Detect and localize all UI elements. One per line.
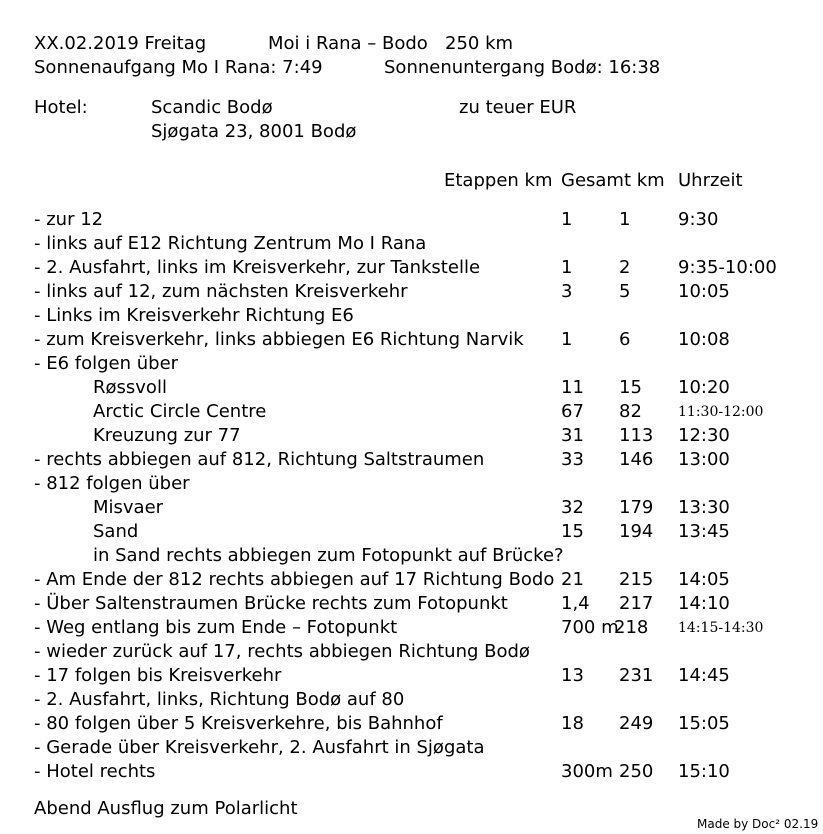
etappe-km: 67 — [561, 401, 584, 422]
gesamt-km: 15 — [619, 377, 642, 398]
gesamt-km: 231 — [619, 665, 654, 686]
route-row — [0, 425, 823, 449]
route-row — [0, 545, 823, 569]
route-row — [0, 641, 823, 665]
route-row — [0, 521, 823, 545]
route-row — [0, 569, 823, 593]
uhrzeit: 14:45 — [678, 665, 730, 686]
route-step-text: Sand — [93, 521, 139, 542]
route-step-text: Misvaer — [93, 497, 164, 518]
uhrzeit: 10:05 — [678, 281, 730, 302]
route-step-text: - rechts abbiegen auf 812, Richtung Saltstraumen — [34, 449, 485, 470]
route-step-text: - links auf E12 Richtung Zentrum Mo I Rana — [34, 233, 427, 254]
uhrzeit: 12:30 — [678, 425, 730, 446]
hotel-address: Sjøgata 23, 8001 Bodø — [151, 121, 357, 142]
etappe-km: 3 — [561, 281, 573, 302]
uhrzeit: 13:45 — [678, 521, 730, 542]
route-row — [0, 209, 823, 233]
uhrzeit: 11:30-12:00 — [678, 404, 764, 420]
route-row — [0, 593, 823, 617]
route-row — [0, 401, 823, 425]
gesamt-km: 6 — [619, 329, 631, 350]
uhrzeit: 10:08 — [678, 329, 730, 350]
uhrzeit: 9:35-10:00 — [678, 257, 777, 278]
route-row — [0, 449, 823, 473]
gesamt-km: 113 — [619, 425, 654, 446]
hotel-label: Hotel: — [34, 97, 88, 118]
route-step-text: - E6 folgen über — [34, 353, 179, 374]
gesamt-km: 2 — [619, 257, 631, 278]
route-step-text: - Am Ende der 812 rechts abbiegen auf 17 Richtung Bodo — [34, 569, 555, 590]
route-step-text: - Weg entlang bis zum Ende – Fotopunkt — [34, 617, 398, 638]
uhrzeit: 14:10 — [678, 593, 730, 614]
uhrzeit: 13:00 — [678, 449, 730, 470]
column-uhrzeit: Uhrzeit — [678, 170, 743, 191]
etappe-km: 1 — [561, 209, 573, 230]
gesamt-km: 215 — [619, 569, 654, 590]
route-step-text: - wieder zurück auf 17, rechts abbiegen Richtung Bodø — [34, 641, 530, 662]
etappe-km: 31 — [561, 425, 584, 446]
route-step-text: - 17 folgen bis Kreisverkehr — [34, 665, 282, 686]
route-step-text: - 80 folgen über 5 Kreisverkehre, bis Bahnhof — [34, 713, 443, 734]
column-etappen: Etappen km — [444, 170, 553, 191]
route-step-text: Kreuzung zur 77 — [93, 425, 241, 446]
evening-note: Abend Ausflug zum Polarlicht — [34, 798, 298, 819]
route-row — [0, 281, 823, 305]
hotel-price: zu teuer EUR — [459, 97, 577, 118]
etappe-km: 13 — [561, 665, 584, 686]
route-step-text: - Links im Kreisverkehr Richtung E6 — [34, 305, 354, 326]
route-step-text: - zum Kreisverkehr, links abbiegen E6 Richtung Narvik — [34, 329, 524, 350]
uhrzeit: 14:05 — [678, 569, 730, 590]
route-row — [0, 353, 823, 377]
route-row — [0, 617, 823, 641]
route-step-text: - 2. Ausfahrt, links, Richtung Bodø auf 80 — [34, 689, 405, 710]
route-row — [0, 665, 823, 689]
route-row — [0, 689, 823, 713]
etappe-km: 33 — [561, 449, 584, 470]
uhrzeit: 9:30 — [678, 209, 719, 230]
footer-credit: Made by Doc² 02.19 — [697, 817, 819, 831]
uhrzeit: 15:10 — [678, 761, 730, 782]
route-title: Moi i Rana – Bodo — [268, 33, 428, 54]
date-day: XX.02.2019 Freitag — [34, 33, 207, 54]
etappe-km: 32 — [561, 497, 584, 518]
route-step-text: - Hotel rechts — [34, 761, 156, 782]
etappe-km: 18 — [561, 713, 584, 734]
route-step-text: - Über Saltenstraumen Brücke rechts zum Fotopunkt — [34, 593, 508, 614]
gesamt-km: 82 — [619, 401, 642, 422]
route-step-text: - Gerade über Kreisverkehr, 2. Ausfahrt in Sjøgata — [34, 737, 485, 758]
etappe-km: 11 — [561, 377, 584, 398]
route-row — [0, 713, 823, 737]
uhrzeit: 15:05 — [678, 713, 730, 734]
etappe-km: 700 m — [561, 617, 619, 638]
route-step-text: in Sand rechts abbiegen zum Fotopunkt auf Brücke? — [93, 545, 564, 566]
route-row — [0, 233, 823, 257]
gesamt-km: 179 — [619, 497, 654, 518]
etappe-km: 15 — [561, 521, 584, 542]
route-row — [0, 761, 823, 785]
sunset-info: Sonnenuntergang Bodø: 16:38 — [384, 57, 661, 78]
hotel-name: Scandic Bodø — [151, 97, 273, 118]
gesamt-km: 1 — [619, 209, 631, 230]
gesamt-km: 146 — [619, 449, 654, 470]
sunrise-info: Sonnenaufgang Mo I Rana: 7:49 — [34, 57, 323, 78]
route-step-text: - 2. Ausfahrt, links im Kreisverkehr, zur Tankstelle — [34, 257, 481, 278]
uhrzeit: 14:15-14:30 — [678, 620, 764, 636]
route-step-text: Røssvoll — [93, 377, 167, 398]
uhrzeit: 13:30 — [678, 497, 730, 518]
etappe-km: 1 — [561, 329, 573, 350]
route-row — [0, 497, 823, 521]
route-step-text: - links auf 12, zum nächsten Kreisverkehr — [34, 281, 408, 302]
etappe-km: 21 — [561, 569, 584, 590]
gesamt-km: 250 — [619, 761, 654, 782]
column-gesamt: Gesamt km — [561, 170, 665, 191]
gesamt-km: 194 — [619, 521, 654, 542]
gesamt-km: 249 — [619, 713, 654, 734]
gesamt-km: 5 — [619, 281, 631, 302]
route-step-text: - zur 12 — [34, 209, 104, 230]
uhrzeit: 10:20 — [678, 377, 730, 398]
route-row — [0, 473, 823, 497]
etappe-km: 1 — [561, 257, 573, 278]
gesamt-km: 218 — [614, 617, 649, 638]
route-step-text: Arctic Circle Centre — [93, 401, 267, 422]
route-row — [0, 377, 823, 401]
route-row — [0, 305, 823, 329]
gesamt-km: 217 — [619, 593, 654, 614]
route-row — [0, 257, 823, 281]
route-row — [0, 329, 823, 353]
route-distance: 250 km — [445, 33, 514, 54]
etappe-km: 300m — [561, 761, 613, 782]
route-step-text: - 812 folgen über — [34, 473, 190, 494]
etappe-km: 1,4 — [561, 593, 590, 614]
route-row — [0, 737, 823, 761]
